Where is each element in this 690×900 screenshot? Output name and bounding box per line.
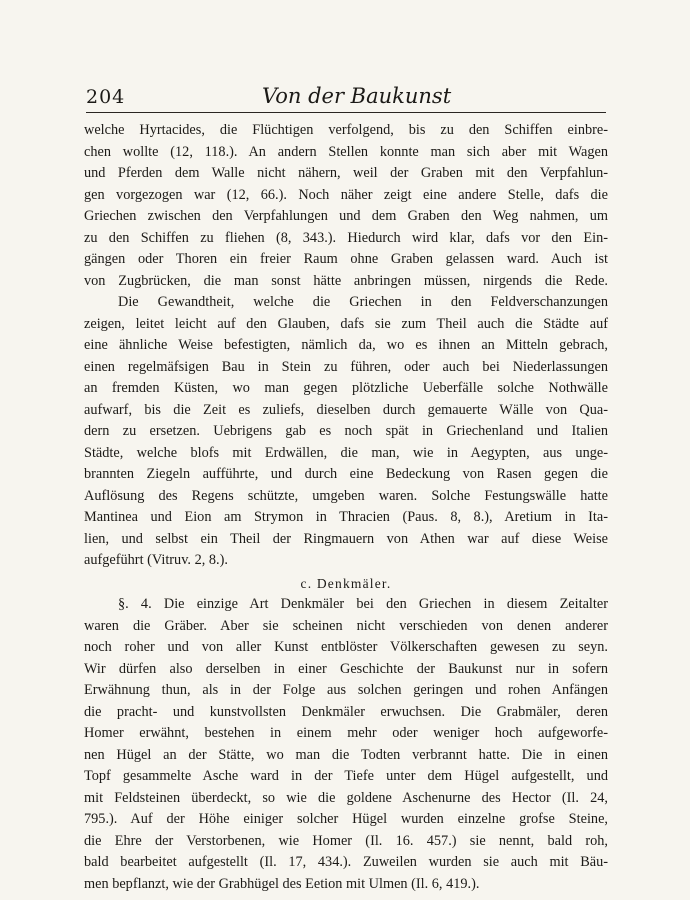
text-line: nen Hügel an der Stätte, wo man die Todten verbrannt hatte. Die in einen — [84, 746, 608, 763]
text-line: Griechen zwischen den Verpfahlungen und dem Graben den Weg nahmen, um — [84, 208, 608, 224]
paragraph-3 — [84, 594, 608, 895]
paragraph-1 — [84, 120, 608, 292]
text-line: die Ehre der Verstorbenen, wie Homer (Il. 16. 457.) sie nennt, bald roh, — [84, 832, 608, 849]
text-line: dern zu ersetzen. Uebrigens gab es noch spät in Griechenland und Italien — [84, 423, 608, 439]
text-line: chen wollte (12, 118.). An andern Stellen konnte man sich aber mit Wagen — [84, 143, 608, 160]
text-line: §. 4. Die einzige Art Denkmäler bei den Griechen in diesem Zeitalter — [118, 596, 608, 612]
text-line: aufgeführt (Vitruv. 2, 8.). — [84, 552, 228, 568]
text-line: gen vorgezogen war (12, 66.). Noch näher zeigt eine andere Stelle, dafs die — [84, 186, 608, 203]
text-line: Homer erwähnt, bestehen in einem mehr oder weniger hoch aufgeworfe- — [84, 725, 608, 741]
text-line: bald bearbeitet aufgestellt (Il. 17, 434.). Zuweilen wurden sie auch mit Bäu- — [84, 854, 608, 870]
text-line: 795.). Auf der Höhe einiger solcher Hügel wurden einzelne grofse Steine, — [84, 811, 608, 827]
text-line: die pracht- und kunstvollsten Denkmäler erwuchsen. Die Grabmäler, deren — [84, 703, 608, 720]
text-line: Städte, welche blofs mit Erdwällen, die man, wie in Aegypten, aus unge- — [84, 444, 608, 461]
text-line: noch roher und von aller Kunst entblöster Völkerschaften gewesen zu seyn. — [84, 639, 608, 655]
running-title: Von der Baukunst — [262, 84, 452, 108]
text-line: Topf gesammelte Asche ward in der Tiefe unter dem Hügel aufgestellt, und — [84, 768, 608, 784]
text-line: Die Gewandtheit, welche die Griechen in den Feldverschanzungen — [118, 294, 608, 310]
text-line: an fremden Küsten, wo man gegen plötzliche Ueberfälle solche Nothwälle — [84, 380, 608, 396]
paragraph-2 — [84, 292, 608, 572]
text-line: zu den Schiffen zu fliehen (8, 343.). Hiedurch wird klar, dafs vor den Ein- — [84, 229, 608, 246]
text-line: welche Hyrtacides, die Flüchtigen verfolgend, bis zu den Schiffen einbre- — [84, 122, 608, 138]
text-line: lien, und selbst ein Theil der Ringmauern von Athen war auf diese Weise — [84, 530, 608, 547]
text-line: einen regelmäfsigen Bau in Stein zu führen, oder auch bei Niederlassungen — [84, 358, 608, 375]
text-line: eine ähnliche Weise befestigten, nämlich da, wo es ihnen an Mitteln gebrach, — [84, 337, 608, 353]
text-line: mit Feldsteinen überdeckt, so wie die goldene Aschenurne des Hector (Il. 24, — [84, 789, 608, 806]
text-line: gängen oder Thoren ein freier Raum ohne Graben gelassen ward. Auch ist — [84, 251, 608, 267]
text-line: von Zugbrücken, die man sonst hätte anbringen müssen, nirgends die Rede. — [84, 272, 608, 289]
text-line: brannten Ziegeln aufführte, und durch eine Bedeckung von Rasen gegen die — [84, 466, 608, 482]
section-heading: c. Denkmäler. — [300, 575, 392, 591]
text-line: waren die Gräber. Aber sie scheinen nicht verschieden von denen anderer — [84, 617, 608, 634]
text-line: men bepflanzt, wie der Grabhügel des Eetion mit Ulmen (Il. 6, 419.). — [84, 875, 480, 892]
header-rule — [86, 112, 606, 113]
page-header — [86, 84, 606, 114]
text-line: Wir dürfen also derselben in einer Geschichte der Baukunst nur in sofern — [84, 660, 608, 677]
page-body — [84, 120, 608, 895]
text-line: Erwähnung thun, als in der Folge aus solchen geringen und rohen Anfängen — [84, 682, 608, 698]
text-line: zeigen, leitet leicht auf den Glauben, dafs sie zum Theil auch die Städte auf — [84, 315, 608, 332]
text-line: Auflösung des Regens schützte, umgeben waren. Solche Festungswälle hatte — [84, 487, 608, 504]
text-line: und Pferden dem Walle nicht nähern, weil der Graben mit den Verpfahlun- — [84, 165, 608, 181]
page-number: 204 — [86, 86, 126, 108]
text-line: Mantinea und Eion am Strymon in Thracien (Paus. 8, 8.), Aretium in Ita- — [84, 509, 608, 525]
text-line: aufwarf, bis die Zeit es zuliefs, dieselben durch gemauerte Wälle von Qua- — [84, 401, 608, 418]
